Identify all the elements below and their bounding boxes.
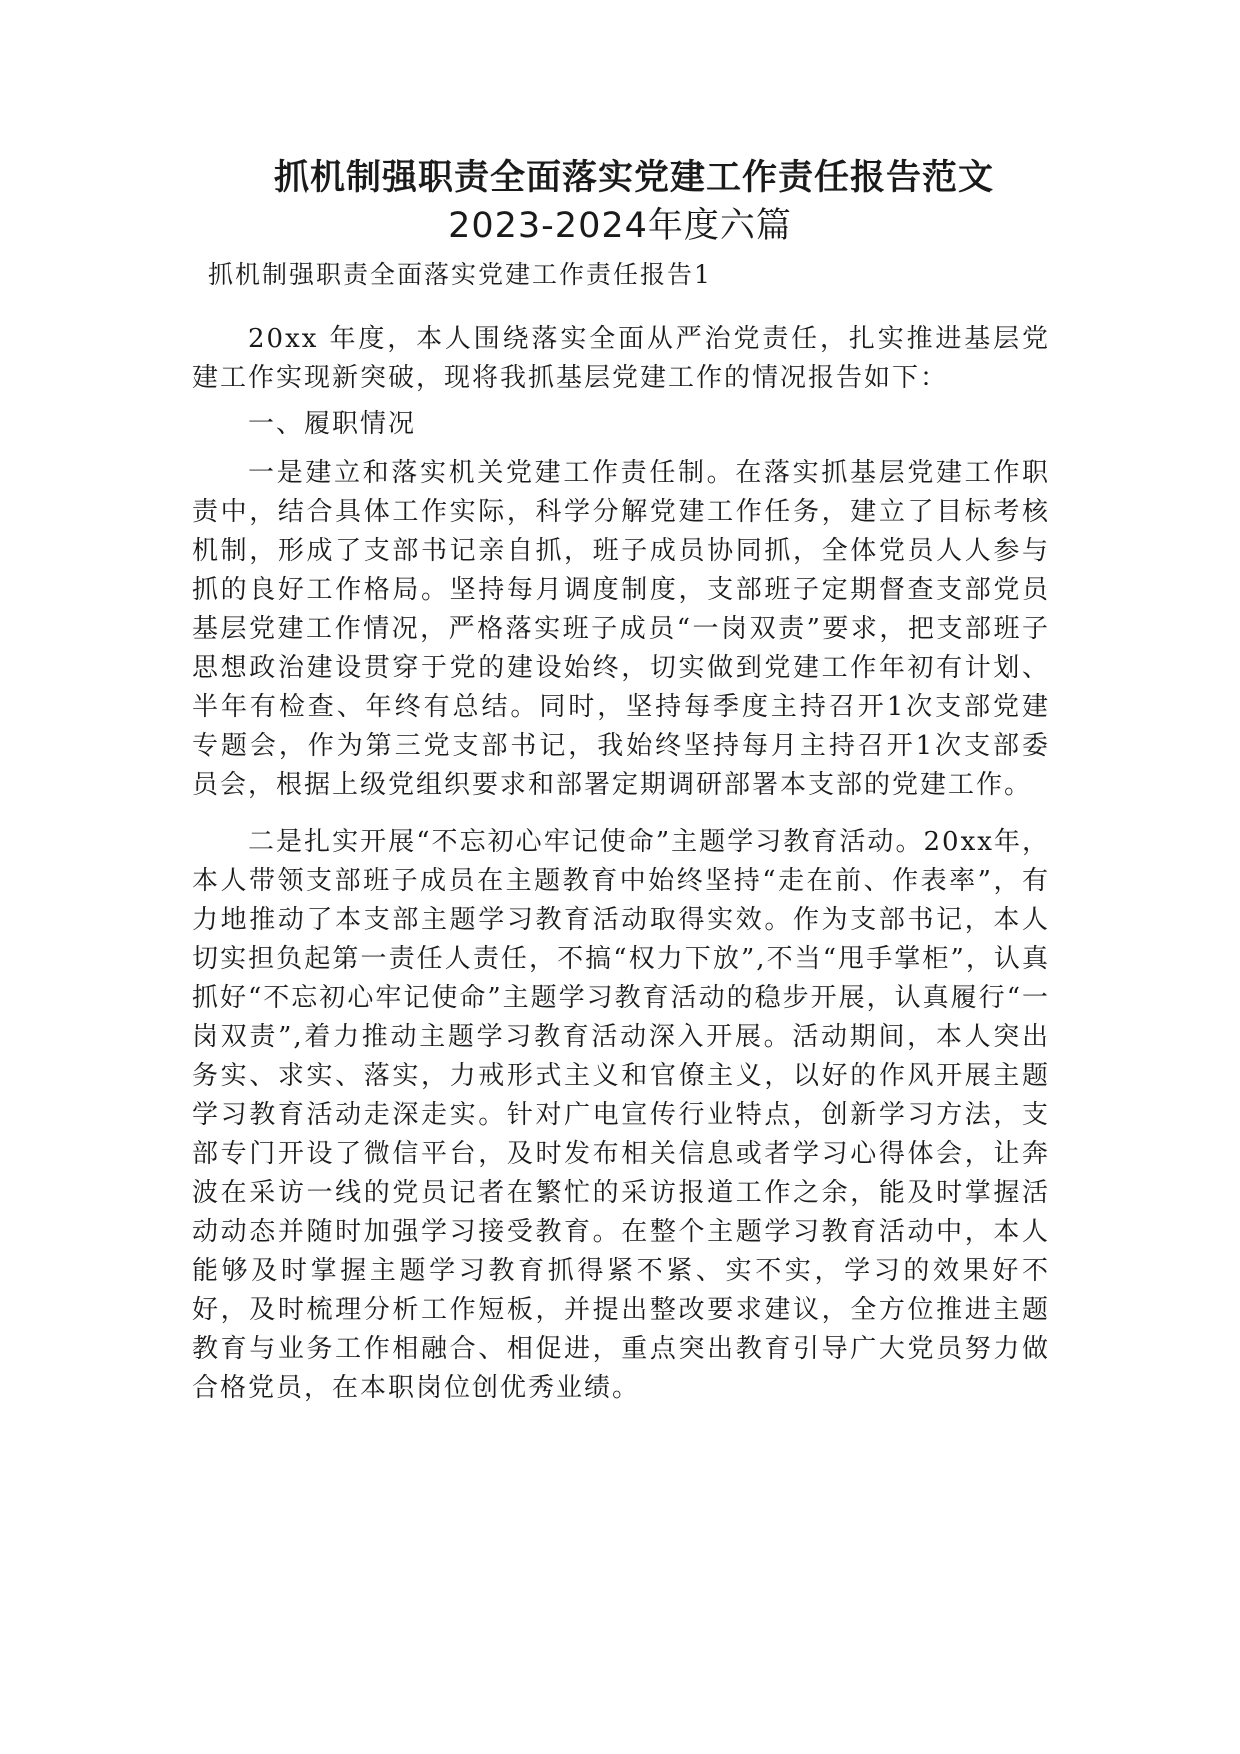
document-title-line-2: 2023-2024年度六篇 [448, 206, 792, 246]
paragraph-heading-duty: 一、履职情况 [248, 409, 417, 439]
paragraph-intro: 20xx 年度，本人围绕落实全面从严治党责任，扎实推进基层党建工作实现新突破，现将我抓基层党建工作的情况报告如下： [192, 324, 1050, 393]
paragraph-responsibility-system: 一是建立和落实机关党建工作责任制。在落实抓基层党建工作职责中，结合具体工作实际，科学分解党建工作任务，建立了目标考核机制，形成了支部书记亲自抓，班子成员协同抓，全体党员人人参与抓的良好工作格局。坚持每月调度制度，支部班子定期督查支部党员基层党建工作情况，严格落实班子成员“一岗双责”要求，把支部班子思想政治建设贯穿于党的建设始终，切实做到党建工作年初有计划、半年有检查、年终有总结。同时，坚持每季度主持召开1次支部党建专题会，作为第三党支部书记，我始终坚持每月主持召开1次支部委员会，根据上级党组织要求和部署定期调研部署本支部的党建工作。 [192, 458, 1050, 800]
section-heading: 抓机制强职责全面落实党建工作责任报告1 [208, 260, 712, 289]
paragraph-theme-education: 二是扎实开展“不忘初心牢记使命”主题学习教育活动。20xx年，本人带领支部班子成员在主题教育中始终坚持“走在前、作表率”，有力地推动了本支部主题学习教育活动取得实效。作为支部书记，本人切实担负起第一责任人责任，不搞“权力下放”,不当“甩手掌柜”，认真抓好“不忘初心牢记使命”主题学习教育活动的稳步开展，认真履行“一岗双责”,着力推动主题学习教育活动深入开展。活动期间，本人突出务实、求实、落实，力戒形式主义和官僚主义，以好的作风开展主题学习教育活动走深走实。针对广电宣传行业特点，创新学习方法，支部专门开设了微信平台，及时发布相关信息或者学习心得体会，让奔波在采访一线的党员记者在繁忙的采访报道工作之余，能及时掌握活动动态并随时加强学习接受教育。在整个主题学习教育活动中，本人能够及时掌握主题学习教育抓得紧不紧、实不实，学习的效果好不好，及时梳理分析工作短板，并提出整改要求建议，全方位推进主题教育与业务工作相融合、相促进，重点突出教育引导广大党员努力做合格党员，在本职岗位创优秀业绩。 [192, 827, 1050, 1403]
document-title-line-1: 抓机制强职责全面落实党建工作责任报告范文 [273, 158, 994, 198]
